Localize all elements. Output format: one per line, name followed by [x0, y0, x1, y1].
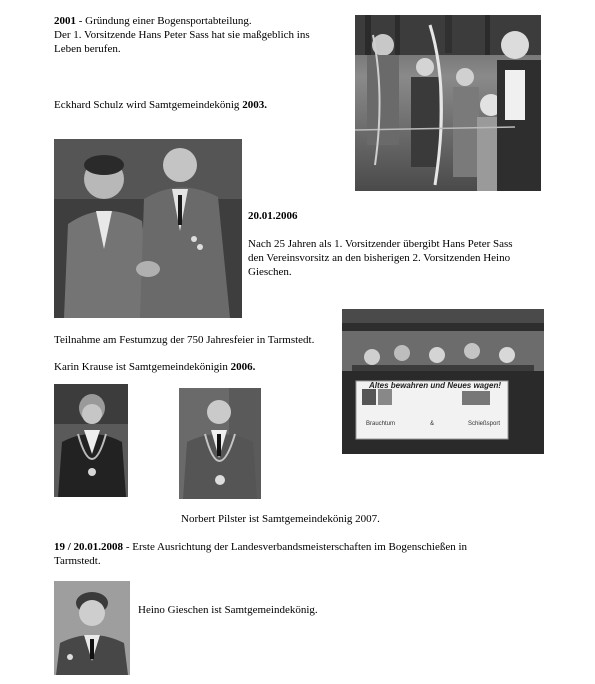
- entry-2003-year: 2003.: [242, 99, 267, 111]
- photo-handshake: [54, 139, 242, 318]
- entry-2006-line2: den Vereinsvorsitz an den bisherigen 2. Vorsitzenden Heino: [248, 252, 511, 264]
- entry-karin-year: 2006.: [230, 361, 256, 373]
- banner-left-text: Brauchtum: [366, 421, 396, 427]
- entry-2008-text: - Erste Ausrichtung der Landesverbandsmeisterschaften im Bogenschießen in: [123, 541, 468, 553]
- entry-norbert: Norbert Pilster ist Samtgemeindekönig 2007.: [181, 513, 380, 525]
- banner-slogan: Altes bewahren und Neues wagen!: [368, 381, 502, 390]
- entry-2006-date-text: 20.01.2006: [248, 210, 298, 222]
- entry-2003-text: Eckhard Schulz wird Samtgemeindekönig: [54, 99, 243, 111]
- entry-2008-line2: Tarmstedt.: [54, 555, 101, 567]
- photo-norbert-pilster: [179, 388, 261, 499]
- entry-2001-line3: Leben berufen.: [54, 43, 121, 55]
- entry-karin: [54, 361, 255, 374]
- entry-heino: Heino Gieschen ist Samtgemeindekönig.: [138, 604, 318, 616]
- entry-2006-date: [248, 210, 298, 223]
- entry-2008-date: 19 / 20.01.2008: [54, 541, 124, 553]
- entry-2008-line1: [54, 541, 467, 554]
- photo-parade-float: [342, 309, 544, 454]
- entry-karin-text: Karin Krause ist Samtgemeindekönigin: [54, 361, 231, 373]
- photo-karin-krause: [54, 384, 128, 497]
- entry-2001-year: 2001: [54, 15, 76, 27]
- entry-2003: [54, 99, 267, 112]
- entry-2001-line1: [54, 15, 252, 28]
- photo-archery: [355, 15, 541, 191]
- entry-festumzug: Teilnahme am Festumzug der 750 Jahresfeier in Tarmstedt.: [54, 334, 315, 346]
- entry-2006-line3: Gieschen.: [248, 266, 292, 278]
- entry-2001-text: - Gründung einer Bogensportabteilung.: [76, 15, 252, 27]
- entry-2001-line2: Der 1. Vorsitzende Hans Peter Sass hat sie maßgeblich ins: [54, 29, 310, 41]
- entry-2006-line1: Nach 25 Jahren als 1. Vorsitzender übergibt Hans Peter Sass: [248, 238, 513, 250]
- banner-right-text: Schießsport: [468, 421, 501, 427]
- banner-mid-text: &: [430, 421, 435, 427]
- photo-heino-gieschen: [54, 581, 130, 675]
